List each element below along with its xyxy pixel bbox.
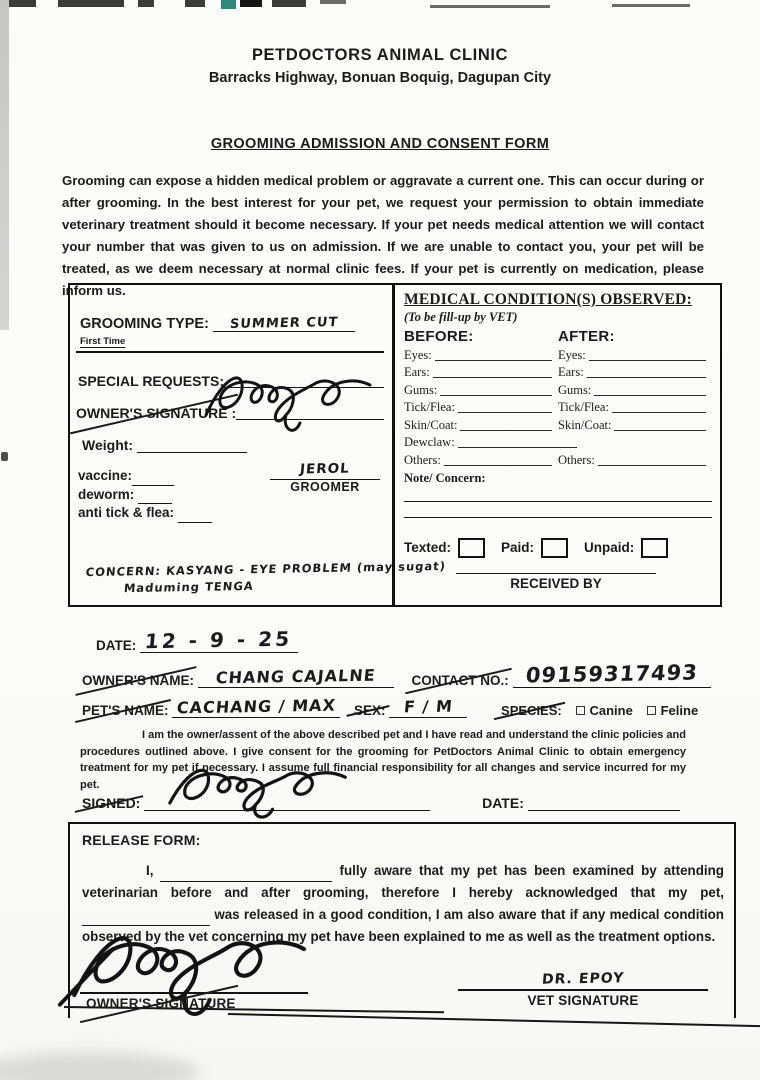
field-line [614,430,706,431]
unpaid-checkbox [641,538,668,558]
row-label: Gums: [404,382,438,397]
pet-row [82,697,698,718]
signed-label: SIGNED: [82,795,141,811]
sex-label: SEX: [354,703,386,718]
scan-artifact [240,0,262,7]
feline-checkbox [647,706,656,715]
scan-artifact [272,0,306,7]
sex-value: F / M [402,696,454,717]
canine-checkbox [576,706,585,715]
texted-checkbox [458,538,485,558]
box-divider [392,285,395,605]
release-pet-field [82,912,210,926]
deworm-field [138,492,172,504]
scan-artifact [320,0,346,4]
row-label: Others: [404,452,441,467]
texted-label: Texted: [404,540,452,555]
field-line [433,377,552,378]
vaccine-field [132,474,174,486]
vaccine-label: vaccine: [78,468,133,483]
note-line [404,501,712,502]
release-form-box [68,822,736,1018]
row-label: Eyes: [558,347,586,362]
paid-checkbox [541,538,568,558]
groomer-block [270,461,380,494]
received-by-label: RECEIVED BY [510,576,602,591]
groomer-label: GROOMER [290,480,360,494]
grooming-type-label: GROOMING TYPE: [80,316,209,332]
before-label: BEFORE: [404,328,474,345]
deworm-label: deworm: [78,486,135,502]
owners-name-value: CHANG CAJALNE [214,665,377,688]
date-row [96,628,298,653]
release-owner-signature-block [80,992,308,1013]
after-label: AFTER: [558,328,615,345]
scan-artifact [58,0,124,7]
row-label: Gums: [558,382,592,397]
groomer-name-value: JEROL [299,460,351,478]
grooming-type-row [80,315,386,348]
scan-smudge [0,1052,200,1080]
row-label: Ears: [558,365,584,379]
special-requests-row [78,373,384,389]
first-time-label: First Time [80,336,126,347]
release-text-3: was released in a good condition, I am also aware that if any medical condition observed by the vet concerning my pet have been explained to me as well as the treatment options. [82,907,724,944]
pets-name-value: CACHANG / MAX [175,695,337,718]
clinic-address: Barracks Highway, Bonuan Boquig, Dagupan City [208,70,552,86]
special-requests-label: SPECIAL REQUESTS: [78,373,224,389]
medical-row-gums [404,380,712,398]
medical-row-tickflea [404,398,712,416]
unpaid-label: Unpaid: [584,540,635,555]
signed-field [144,796,430,811]
concern-line1: CONCERN: KASYANG - EYE PROBLEM (may sugat) [85,558,447,580]
date-label: DATE: [96,638,137,653]
medical-row-others [404,450,712,468]
medical-title: MEDICAL CONDITION(S) OBSERVED: [404,291,692,308]
scan-artifact [138,0,154,7]
row-label: Skin/Coat: [558,417,612,432]
feline-label: Feline [660,703,699,718]
medical-pane [396,285,722,605]
release-owner-signature-label: OWNER'S SIGNATURE [86,996,236,1011]
row-label: Ears: [404,365,430,379]
canine-label: Canine [589,703,633,718]
scan-artifact [430,5,550,8]
scan-artifact [612,4,690,7]
received-by-block [456,573,656,591]
anti-tick-flea-label: anti tick & flea: [78,505,175,520]
medical-row-skincoat [404,415,712,433]
field-line [587,377,706,378]
concern-line2: Maduming TENGA [123,578,255,596]
owners-name-label: OWNER'S NAME: [82,673,194,688]
row-label: Tick/Flea: [404,400,455,414]
contact-no-value: 09159317493 [524,660,699,688]
field-line [458,447,577,448]
clinic-name: PETDOCTORS ANIMAL CLINIC [251,46,509,64]
before-after-header [404,328,712,345]
vet-signature-label: VET SIGNATURE [527,993,639,1008]
special-requests-field [224,373,384,388]
field-line [598,465,706,466]
anti-tick-flea-field [178,511,212,523]
field-line [458,412,552,413]
field-line [435,360,552,361]
release-form-title: RELEASE FORM: [82,832,201,848]
field-line [444,465,552,466]
scan-artifact [185,0,205,7]
received-by-line [456,573,656,574]
field-line [594,395,706,396]
concern-note [85,558,447,597]
grooming-type-value: SUMMER CUT [229,315,339,332]
release-name-field [160,868,332,882]
field-line [460,430,552,431]
row-label: Skin/Coat: [404,417,458,432]
intro-paragraph: Grooming can expose a hidden medical problem or aggravate a current one. This can occur during or after grooming. In the best interest for your pet, we request your permission to obtain immediate veterinary treatment should it become necessary. If your pet needs medical attention we will contact your number that was given to us on admission. If we are unable to contact you, your pet will be treated, as we deem necessary at normal clinic fees. If your pet is currently on medication, please inform us. [62,173,704,298]
row-label: Others: [558,452,595,467]
owner-signature-field [236,405,384,420]
separator-line [76,351,384,353]
scan-artifact-teal [221,0,236,9]
form-title: GROOMING ADMISSION AND CONSENT FORM [210,136,550,152]
medical-row-eyes [404,345,712,363]
vet-name-value: DR. EPOY [541,970,625,988]
payment-status-row [404,538,712,558]
weight-field [137,438,247,453]
scan-artifact [1,452,8,461]
medical-subtitle: (To be fill-up by VET) [404,310,518,324]
medical-row-ears [404,363,712,381]
row-label: Eyes: [404,347,432,362]
weight-row [82,437,247,453]
admission-box [68,283,722,607]
release-text-1: I, [146,863,154,878]
vet-signature-block [458,970,708,1008]
owner-signature-row [76,405,384,421]
row-label: Dewclaw: [404,435,455,449]
consent-date-label: DATE: [482,795,524,811]
vet-signature-line [458,989,708,991]
consent-paragraph: I am the owner/assent of the above described pet and I have read and understand the clinic policies and procedures outlined above. I give consent for the grooming for PetDoctors Animal Clinic to obtain emergency treatment for my pet if necessary. I assume full financial responsibility for all changes and service incurred for my pet. [80,729,686,791]
contact-no-label: CONTACT NO.: [411,673,509,688]
field-line [612,412,706,413]
release-paragraph [82,860,724,948]
date-value: 12 - 9 - 25 [144,626,294,654]
note-concern-label: Note/ Concern: [404,470,486,485]
preventives-rows [78,467,212,523]
paid-label: Paid: [501,540,535,555]
note-line [404,517,712,518]
row-label: Tick/Flea: [558,400,609,414]
weight-label: Weight: [82,437,134,453]
consent-date-field [528,796,680,811]
owner-signature-label: OWNER'S SIGNATURE : [76,405,237,421]
signed-row [82,795,680,811]
owner-row [82,662,711,688]
medical-row-dewclaw [404,433,712,451]
species-label: SPECIES: [501,703,562,718]
pets-name-label: PET'S NAME: [82,703,169,718]
field-line [440,395,552,396]
field-line [589,360,706,361]
release-text-2: fully aware that my pet has been examined by attending veterinarian before and after grooming, therefore I hereby acknowledged that my pet, [82,863,724,900]
scan-artifact [8,0,36,7]
